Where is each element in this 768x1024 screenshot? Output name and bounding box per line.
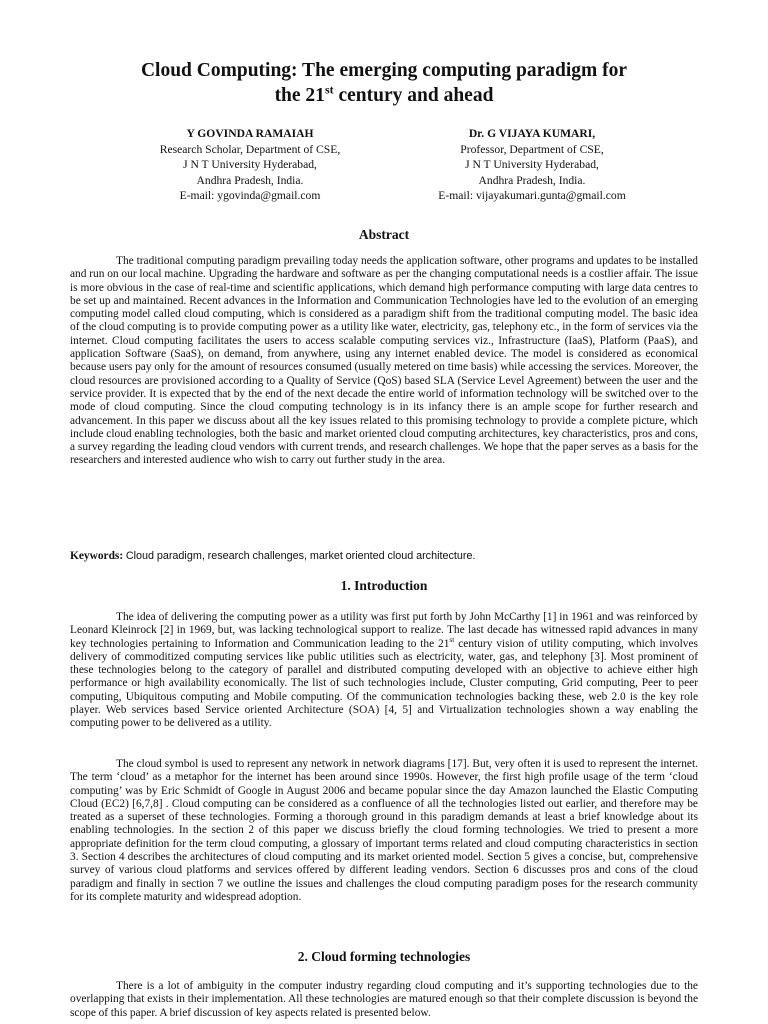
paper-title (0, 58, 768, 108)
keywords (70, 550, 698, 563)
abstract-text: The traditional computing paradigm prevailing today needs the application software, other programs and updates to be installed and run on our local machine. Upgrading the hardware and software as per the changing computational needs is a costlier affair. The issue is more obvious in the case of real-time and scientific applications, which demand high performance computing with large data centres to be set up and maintained. Recent advances in the Information and Communication Technologies have led to the evolution of an emerging computing model called cloud computing, which is considered as a paradigm shift from the traditional computing model. The basic idea of the cloud computing is to provide computing power as a utility like water, electricity, gas, telephony etc., in the form of services via the internet. Cloud computing facilitates the users to access scalable computing services viz., Infrastructure (IaaS), Platform (PaaS), and application Software (SaaS), on demand, from anywhere, using any internet enabled device. The model is considered as economical because users pay only for the amount of resources consumed (usually metered on time basis) while accessing the services. Moreover, the cloud resources are provisioned according to a Quality of Service (QoS) based SLA (Service Level Agreement) between the user and the service provider. It is expected that by the end of the next decade the entire world of information technology will be switched over to the mode of cloud computing. Since the cloud computing technology is in its infancy there is an ample scope for further research and advancement. In this paper we discuss about all the key issues related to this promising technology to provide a complete picture, which include cloud enabling technologies, both the basic and market oriented cloud computing architectures, key characteristics, pros and cons, a survey regarding the leading cloud vendors with current trends, and research challenges. We hope that the paper serves as a basis for the researchers and interested audience who wish to carry out further study in the area. (70, 255, 698, 467)
author-block-2 (412, 126, 652, 204)
keywords-label: Keywords: (70, 550, 124, 562)
section-2-heading: 2. Cloud forming technologies (297, 949, 471, 964)
title-line-2-post: century and ahead (333, 85, 494, 106)
section-1-paragraph-2: The cloud symbol is used to represent any network in network diagrams [17]. But, very often it is used to represent the internet. The term ‘cloud’ as a metaphor for the internet has been around since 1990s. However, the first high profile usage of the term ‘cloud computing’ was by Eric Schmidt of Google in August 2006 and became popular since the day Amazon launched the Elastic Computing Cloud (EC2) [6,7,8] . Cloud computing can be considered as a confluence of all the technologies listed out earlier, and therefore may be treated as a superset of these technologies. Forming a thorough ground in this paradigm demands at least a brief knowledge about its enabling technologies. In the section 2 of this paper we discuss briefly the cloud forming technologies. We tried to present a more appropriate definition for the term cloud computing, a glossary of important terms related and cloud computing characteristics in section 3. Section 4 describes the architectures of cloud computing and its market oriented model. Section 5 gives a concise, but, comprehensive survey of various cloud platforms and services offered by different leading vendors. Section 6 discusses pros and cons of the cloud paradigm and finally in section 7 we outline the issues and challenges the cloud computing paradigm poses for the research community for its complete maturity and widespread adoption. (70, 758, 698, 903)
keywords-text: Cloud paradigm, research challenges, market oriented cloud architecture. (125, 550, 476, 562)
author-location: Andhra Pradesh, India. (196, 173, 304, 187)
author-institution: J N T University Hyderabad, (465, 158, 599, 171)
superscript: st (449, 634, 455, 644)
abstract-heading: Abstract (358, 227, 410, 242)
title-line-2 (0, 83, 768, 108)
author-institution: J N T University Hyderabad, (183, 158, 317, 171)
section-1-heading: 1. Introduction (340, 578, 428, 593)
author-block-1 (130, 126, 370, 204)
paragraph-part: century vision of utility computing, which involves delivery of commoditized computing services like public utilities such as electricity, water, gas, and telephony [3]. Most prominent of these technologies belong to the category of parallel and distributed computing developed with an objective to achieve either high performance or high availability economically. The list of such technologies include, Cluster computing, Grid computing, Peer to peer computing, Ubiquitous computing and Mobile computing. Of the communication technologies backing these, web 2.0 is the key role player. Web services based Service oriented Architecture (SOA) [4, 5] and Virtualization technologies shown a way enabling the computing power to be delivered as a utility. (70, 637, 698, 730)
section-1-paragraph-1 (70, 611, 698, 731)
author-name: Y GOVINDA RAMAIAH (186, 127, 314, 140)
author-location: Andhra Pradesh, India. (478, 173, 586, 187)
author-email: E-mail: ygovinda@gmail.com (179, 189, 321, 202)
author-email: E-mail: vijayakumari.gunta@gmail.com (438, 189, 626, 202)
title-line-1: Cloud Computing: The emerging computing paradigm for (140, 60, 628, 81)
section-2-paragraph-1: There is a lot of ambiguity in the computer industry regarding cloud computing and it’s supporting technologies due to the overlapping that exists in their implementation. All these technologies are matured enough so that their complete discussion is beyond the scope of this paper. A brief discussion of key aspects related is presented below. (70, 980, 698, 1019)
author-name: Dr. G VIJAYA KUMARI, (468, 127, 596, 140)
paragraph-part: The idea of delivering the computing power as a utility was first put forth by John McCarthy [1] in 1961 and was reinforced by Leonard Kleinrock [2] in 1969, but, was lacking technological support to realize. The last decade has witnessed rapid advances in many key technologies pertaining to Information and Communication leading to the 21 (70, 611, 698, 650)
title-superscript: st (324, 82, 334, 97)
author-position: Professor, Department of CSE, (460, 142, 604, 156)
author-position: Research Scholar, Department of CSE, (159, 142, 341, 156)
title-line-2-pre: the 21 (274, 85, 325, 106)
